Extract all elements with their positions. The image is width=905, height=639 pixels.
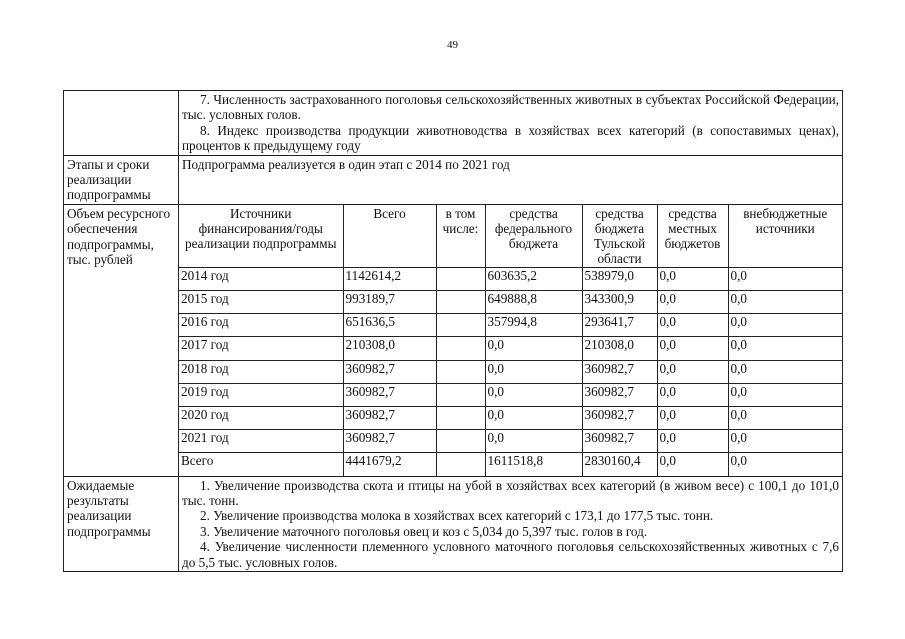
cell-total: 360982,7 bbox=[343, 383, 436, 406]
result-item-4: 4. Увеличение численности племенного условного маточного поголовья сельскохозяйственных животных с 7,6 до 5,5 тыс. условных голов. bbox=[182, 539, 839, 570]
cell-local: 0,0 bbox=[657, 267, 728, 290]
cell-extrabudget: 0,0 bbox=[728, 406, 842, 429]
cell-including bbox=[436, 267, 485, 290]
result-item-1: 1. Увеличение производства скота и птицы на убой в хозяйствах всех категорий (в живом весе) с 100,1 до 101,0 тыс. тонн. bbox=[182, 477, 839, 508]
cell-regional: 538979,0 bbox=[582, 267, 657, 290]
header-extrabudget: внебюджетные источники bbox=[728, 205, 842, 268]
funding-content bbox=[179, 204, 843, 476]
cell-total: 360982,7 bbox=[343, 430, 436, 453]
results-content bbox=[179, 476, 843, 571]
result-item-2: 2. Увеличение производства молока в хозяйствах всех категорий с 173,1 до 177,5 тыс. тонн. bbox=[200, 508, 714, 524]
cell-including bbox=[436, 314, 485, 337]
results-row bbox=[64, 476, 843, 571]
funding-table bbox=[179, 205, 842, 476]
cell-period: 2014 год bbox=[179, 267, 343, 290]
cell-extrabudget: 0,0 bbox=[728, 314, 842, 337]
results-label: Ожидаемые результаты реализации подпрограммы bbox=[64, 476, 179, 571]
cell-period: 2017 год bbox=[179, 337, 343, 360]
cell-total: 651636,5 bbox=[343, 314, 436, 337]
cell-total: 993189,7 bbox=[343, 291, 436, 314]
cell-regional: 210308,0 bbox=[582, 337, 657, 360]
cell-total: 360982,7 bbox=[343, 360, 436, 383]
cell-period: 2020 год bbox=[179, 406, 343, 429]
cell-regional: 2830160,4 bbox=[582, 453, 657, 476]
indicators-label bbox=[64, 91, 179, 156]
indicator-item-7: 7. Численность застрахованного поголовья сельскохозяйственных животных в субъектах Российской Федерации, тыс. условных голов. bbox=[182, 92, 839, 123]
cell-regional: 343300,9 bbox=[582, 291, 657, 314]
funding-label: Объем ресурсного обеспечения подпрограммы, тыс. рублей bbox=[64, 204, 179, 476]
cell-including bbox=[436, 453, 485, 476]
indicator-item-8: 8. Индекс производства продукции животноводства в хозяйствах всех категорий (в сопоставимых ценах), процентов к предыдущему году bbox=[182, 122, 839, 154]
cell-total: 1142614,2 bbox=[343, 267, 436, 290]
indicators-row bbox=[64, 91, 843, 156]
stages-row bbox=[64, 155, 843, 204]
cell-federal: 603635,2 bbox=[485, 267, 582, 290]
stages-text: Подпрограмма реализуется в один этап с 2014 по 2021 год bbox=[179, 155, 843, 204]
cell-period: 2015 год bbox=[179, 291, 343, 314]
table-row bbox=[179, 406, 842, 429]
cell-period: 2019 год bbox=[179, 383, 343, 406]
cell-extrabudget: 0,0 bbox=[728, 267, 842, 290]
header-federal: средства федерального бюджета bbox=[485, 205, 582, 268]
cell-local: 0,0 bbox=[657, 337, 728, 360]
cell-local: 0,0 bbox=[657, 430, 728, 453]
funding-header-row bbox=[179, 205, 842, 268]
table-row bbox=[179, 430, 842, 453]
funding-row bbox=[64, 204, 843, 476]
page-number: 49 bbox=[447, 39, 458, 51]
header-including: в том числе: bbox=[436, 205, 485, 268]
table-row bbox=[179, 453, 842, 476]
cell-federal: 0,0 bbox=[485, 383, 582, 406]
cell-regional: 293641,7 bbox=[582, 314, 657, 337]
table-row bbox=[179, 267, 842, 290]
cell-extrabudget: 0,0 bbox=[728, 453, 842, 476]
cell-including bbox=[436, 291, 485, 314]
table-row bbox=[179, 337, 842, 360]
cell-regional: 360982,7 bbox=[582, 360, 657, 383]
cell-regional: 360982,7 bbox=[582, 383, 657, 406]
cell-federal: 0,0 bbox=[485, 406, 582, 429]
cell-including bbox=[436, 383, 485, 406]
cell-total: 4441679,2 bbox=[343, 453, 436, 476]
cell-period: 2016 год bbox=[179, 314, 343, 337]
cell-regional: 360982,7 bbox=[582, 406, 657, 429]
header-regional: средства бюджета Тульской области bbox=[582, 205, 657, 268]
cell-extrabudget: 0,0 bbox=[728, 291, 842, 314]
cell-federal: 0,0 bbox=[485, 430, 582, 453]
cell-period: 2021 год bbox=[179, 430, 343, 453]
header-local: средства местных бюджетов bbox=[657, 205, 728, 268]
subprogram-passport-table bbox=[63, 90, 843, 572]
cell-local: 0,0 bbox=[657, 360, 728, 383]
table-row bbox=[179, 383, 842, 406]
stages-label: Этапы и сроки реализации подпрограммы bbox=[64, 155, 179, 204]
cell-total: 360982,7 bbox=[343, 406, 436, 429]
cell-local: 0,0 bbox=[657, 314, 728, 337]
cell-including bbox=[436, 406, 485, 429]
cell-federal: 649888,8 bbox=[485, 291, 582, 314]
cell-local: 0,0 bbox=[657, 383, 728, 406]
table-row bbox=[179, 291, 842, 314]
cell-local: 0,0 bbox=[657, 406, 728, 429]
cell-including bbox=[436, 430, 485, 453]
table-row bbox=[179, 360, 842, 383]
result-item-3: 3. Увеличение маточного поголовья овец и коз с 5,034 до 5,397 тыс. голов в год. bbox=[200, 523, 648, 539]
cell-local: 0,0 bbox=[657, 291, 728, 314]
cell-federal: 0,0 bbox=[485, 360, 582, 383]
header-sources: Источники финансирования/годы реализации подпрограммы bbox=[179, 205, 343, 268]
cell-including bbox=[436, 337, 485, 360]
header-total: Всего bbox=[343, 205, 436, 268]
cell-federal: 1611518,8 bbox=[485, 453, 582, 476]
cell-period: 2018 год bbox=[179, 360, 343, 383]
cell-federal: 357994,8 bbox=[485, 314, 582, 337]
cell-extrabudget: 0,0 bbox=[728, 360, 842, 383]
cell-local: 0,0 bbox=[657, 453, 728, 476]
indicators-content bbox=[179, 91, 843, 156]
table-row bbox=[179, 314, 842, 337]
cell-regional: 360982,7 bbox=[582, 430, 657, 453]
cell-extrabudget: 0,0 bbox=[728, 337, 842, 360]
cell-period: Всего bbox=[179, 453, 343, 476]
cell-total: 210308,0 bbox=[343, 337, 436, 360]
cell-federal: 0,0 bbox=[485, 337, 582, 360]
cell-extrabudget: 0,0 bbox=[728, 430, 842, 453]
cell-including bbox=[436, 360, 485, 383]
cell-extrabudget: 0,0 bbox=[728, 383, 842, 406]
